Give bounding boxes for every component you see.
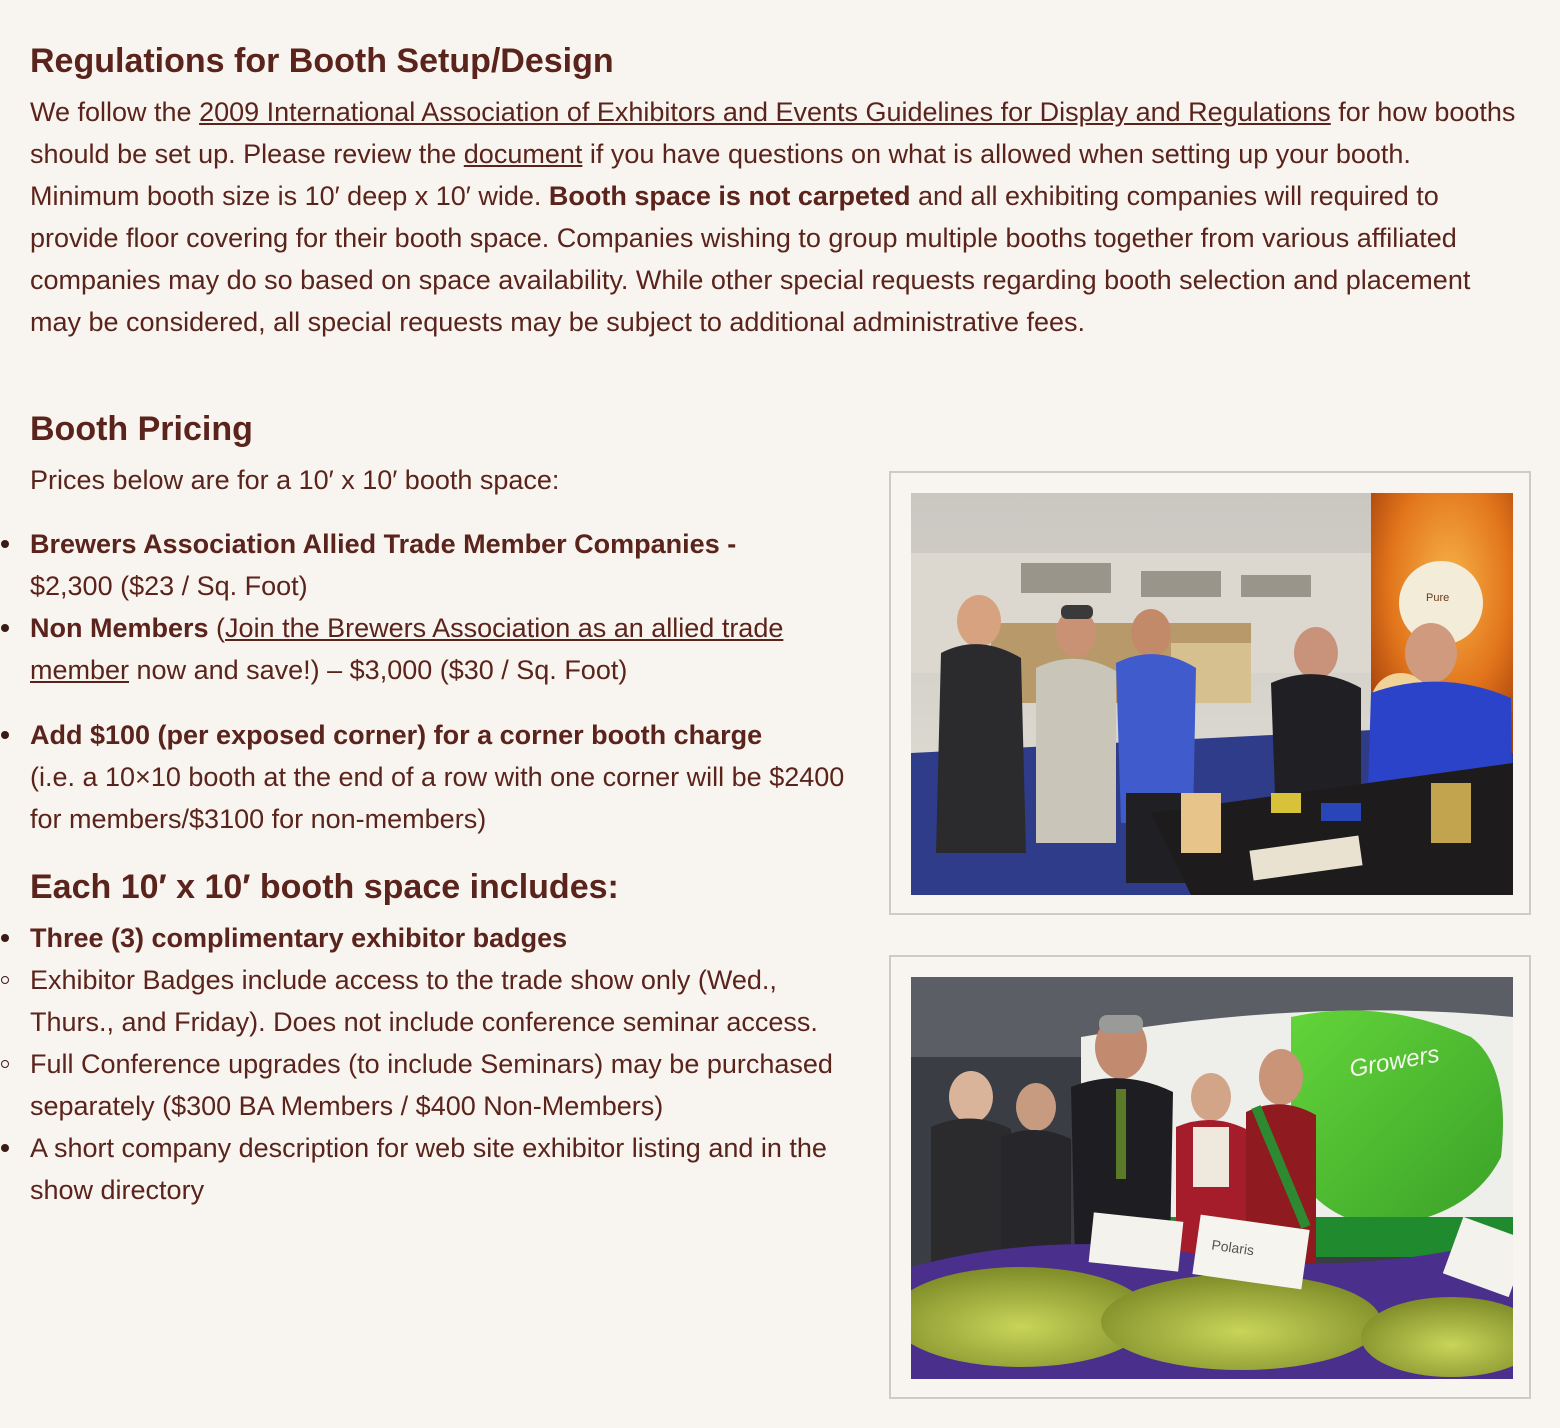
list-item-company-description	[30, 1127, 860, 1211]
pricing-intro: Prices below are for a 10′ x 10′ booth space:	[30, 465, 560, 495]
corner-charge-note: (i.e. a 10×10 booth at the end of a row with one corner will be $2400 for members/$3100 for non-members)	[30, 762, 845, 834]
list-item-conference-upgrade	[30, 1043, 860, 1127]
carpet-notice: Booth space is not carpeted	[548, 181, 911, 211]
document-link[interactable]: document	[463, 139, 583, 169]
booth-pricing-heading: Booth Pricing	[30, 410, 253, 448]
conference-upgrade-text: Full Conference upgrades (to include Seminars) may be purchased separately ($300 BA Members / $400 Non-Members)	[30, 1049, 833, 1121]
regulations-heading: Regulations for Booth Setup/Design	[30, 42, 614, 80]
includes-list	[30, 917, 860, 1211]
list-item-badge-access	[30, 959, 860, 1043]
company-description-text: A short company description for web site exhibitor listing and in the show directory	[30, 1133, 827, 1205]
regulations-section	[30, 38, 1520, 343]
booth-sign-text: Pure	[1426, 592, 1450, 604]
nonmember-price-label: Non Members	[30, 613, 209, 643]
growers-sign-text: Growers	[1347, 1040, 1442, 1083]
corner-charge-label: Add $100 (per exposed corner) for a corner booth charge	[30, 720, 763, 750]
nonmember-price-value: now and save!) – $3,000 ($30 / Sq. Foot)	[129, 655, 628, 685]
booth-pricing-section	[30, 406, 860, 1211]
list-item-nonmember-price	[30, 607, 860, 691]
badges-label: Three (3) complimentary exhibitor badges	[30, 923, 568, 953]
tradeshow-booth-photo	[911, 493, 1513, 895]
join-association-link[interactable]: Join the Brewers Association as an allied trade member	[30, 613, 784, 685]
list-item-member-price	[30, 523, 860, 607]
includes-heading: Each 10′ x 10′ booth space includes:	[30, 868, 619, 906]
badge-access-text: Exhibitor Badges include access to the trade show only (Wed., Thurs., and Friday). Does not include conference seminar access.	[30, 965, 818, 1037]
pricing-list	[30, 523, 860, 691]
regulations-text-1: We follow the	[30, 97, 200, 127]
hop-card-polaris: Polaris	[1210, 1236, 1256, 1259]
regulations-paragraph	[30, 91, 1520, 343]
guidelines-link[interactable]: 2009 International Association of Exhibitors and Events Guidelines for Display and Regulations	[199, 97, 1331, 127]
regulations-text-2: for how booths should be set up. Please review the	[30, 97, 1516, 169]
regulations-text-4: and all exhibiting companies will required to provide floor covering for their booth space. Companies wishing to group multiple booths together from various affiliated companies may do so based on space availability. While other special requests regarding booth selection and placement may be considered, all special requests may be subject to additional administrative fees.	[30, 181, 1471, 337]
photo-frame-tradeshow	[889, 471, 1531, 915]
member-price-label: Brewers Association Allied Trade Member Companies -	[30, 529, 737, 559]
member-price-value: $2,300 ($23 / Sq. Foot)	[30, 571, 308, 601]
list-item-badges	[30, 917, 860, 959]
regulations-text-3: if you have questions on what is allowed when setting up your booth. Minimum booth size is 10′ deep x 10′ wide.	[30, 139, 1411, 211]
nonmember-open-paren: (	[208, 613, 226, 643]
photo-frame-hops	[889, 955, 1531, 1399]
hop-growers-booth-photo	[911, 977, 1513, 1379]
list-item-corner-charge	[30, 714, 860, 840]
corner-list	[30, 714, 860, 840]
